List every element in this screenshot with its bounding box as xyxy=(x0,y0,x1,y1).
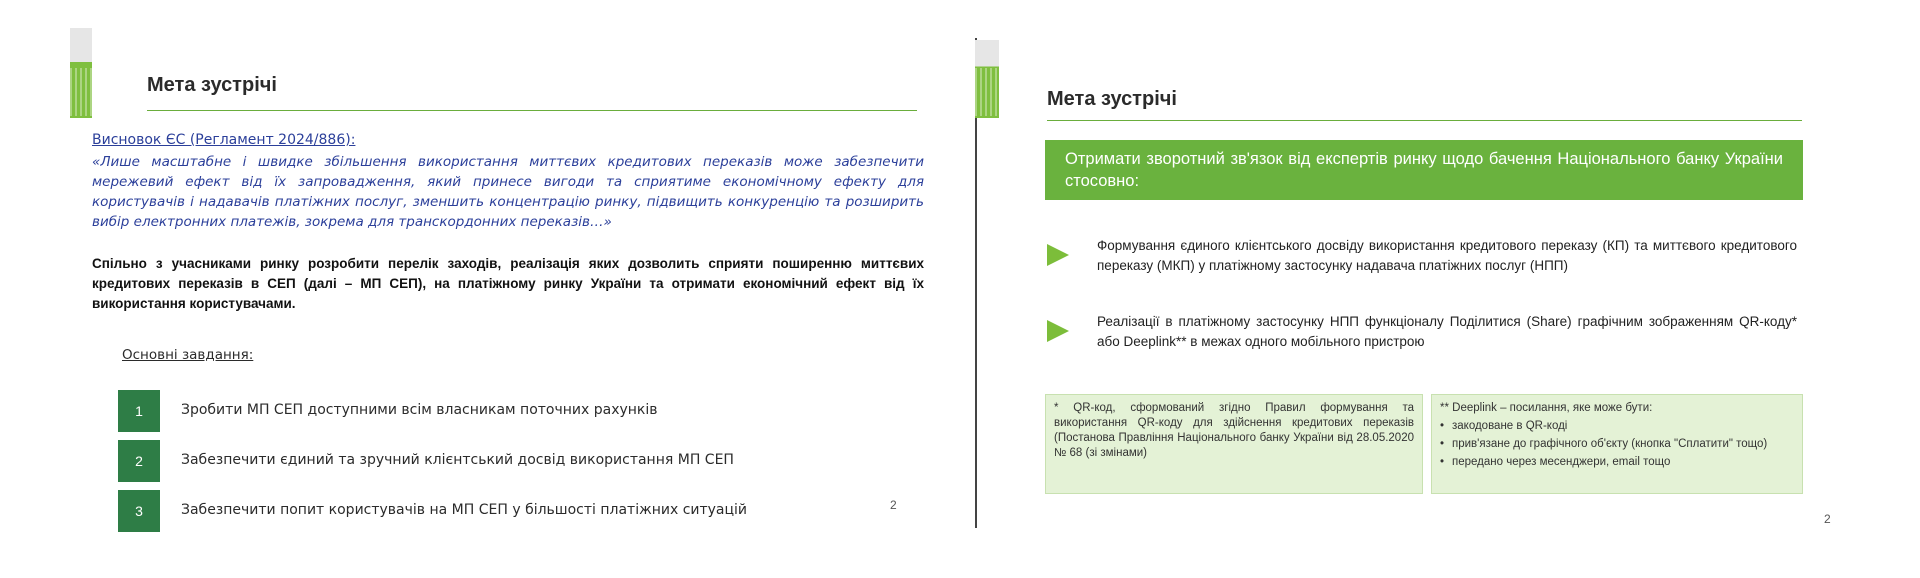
conclusion-quote: «Лише масштабне і швидке збільшення використання миттєвих кредитових переказів може забезпечити мережевий ефект від їх запровадження, який принесе вигоди та сприятиме економічному ефекту для користувачів і надавачів платіжних послуг, зменшить концентрацію ринку, підвищить конкуренцію та розширить вибір електронних платежів, зокрема для транскордонних переказів…» xyxy=(92,154,924,230)
slide-title: Мета зустрічі xyxy=(147,74,277,96)
task-number-badge: 1 xyxy=(118,390,160,432)
footnote-qr: * QR-код, сформований згідно Правил формування та використання QR-коду для здійснення кредитових переказів (Постанова Правління Національного банку України від 28.05.2020 № 68 (зі змінами) xyxy=(1045,394,1423,494)
slide-title: Мета зустрічі xyxy=(1047,88,1177,110)
accent-bar xyxy=(70,28,92,118)
right-slide xyxy=(975,40,1920,560)
goal-banner: Отримати зворотний зв'язок від експертів ринку щодо бачення Національного банку України стосовно: xyxy=(1045,140,1803,200)
page-number: 2 xyxy=(1824,512,1831,526)
footnote-deeplink-title: ** Deeplink – посилання, яке може бути: xyxy=(1440,402,1653,414)
bullet-text: Реалізації в платіжному застосунку НПП функціоналу Поділитися (Share) графічним зображенням QR-коду* або Deeplink** в межах одного мобільного пристрою xyxy=(1097,314,1797,349)
task-text: Забезпечити попит користувачів на МП СЕП у більшості платіжних ситуацій xyxy=(181,502,748,518)
left-slide xyxy=(70,28,970,548)
triangle-bullet-icon xyxy=(1047,244,1069,266)
task-item xyxy=(118,490,878,532)
goal-paragraph: Спільно з учасниками ринку розробити перелік заходів, реалізація яких дозволить сприяти поширенню миттєвих кредитових переказів в СЕП (далі – МП СЕП), на платіжному ринку України та отримати економічний ефект від їх використання користувачами. xyxy=(92,256,924,311)
list-item: • прив'язане до графічного об'єкту (кнопка "Сплатити" тощо) xyxy=(1440,437,1794,452)
task-number-badge: 3 xyxy=(118,490,160,532)
accent-bar xyxy=(975,40,999,118)
bullet-text: Формування єдиного клієнтського досвіду використання кредитового переказу (КП) та миттєвого кредитового переказу (МКП) у платіжному застосунку надавача платіжних послуг (НПП) xyxy=(1097,238,1797,273)
page-number: 2 xyxy=(890,498,897,512)
triangle-bullet-icon xyxy=(1047,320,1069,342)
task-text: Зробити МП СЕП доступними всім власникам поточних рахунків xyxy=(181,402,658,418)
footnote-deeplink-list xyxy=(1440,419,1794,470)
task-item xyxy=(118,390,878,432)
title-divider xyxy=(1047,120,1802,121)
task-item xyxy=(118,440,878,482)
title-divider xyxy=(147,110,917,111)
footnote-deeplink xyxy=(1431,394,1803,494)
conclusion-heading: Висновок ЄС (Регламент 2024/886): xyxy=(92,132,356,148)
list-item: • закодоване в QR-коді xyxy=(1440,419,1794,434)
list-item: • передано через месенджери, email тощо xyxy=(1440,455,1794,470)
task-text: Забезпечити єдиний та зручний клієнтський досвід використання МП СЕП xyxy=(181,452,734,468)
tasks-heading: Основні завдання: xyxy=(122,347,254,363)
task-number-badge: 2 xyxy=(118,440,160,482)
